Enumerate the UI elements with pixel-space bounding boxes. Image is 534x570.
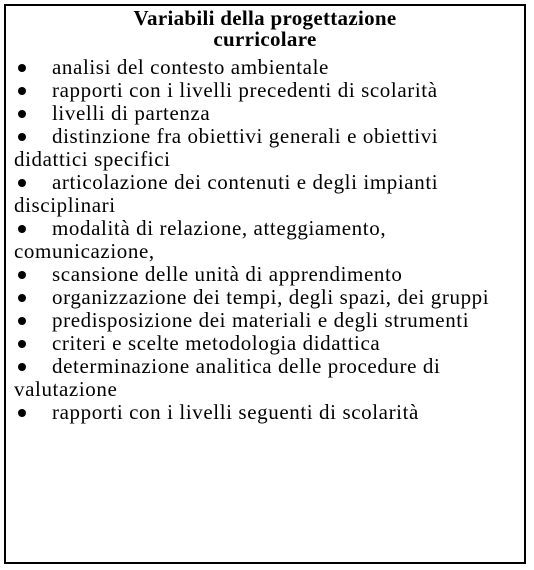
list-item: [14, 102, 516, 125]
list-item: [14, 79, 516, 102]
list-item: [14, 332, 516, 355]
item-text: modalità di relazione, atteggiamento, comunicazione,: [14, 216, 387, 263]
list-item: [14, 217, 516, 263]
title-line-2: curricolare: [213, 27, 317, 51]
item-text: organizzazione dei tempi, degli spazi, dei gruppi: [52, 285, 490, 309]
bullet-icon: [18, 363, 26, 371]
box-title: [14, 8, 516, 50]
item-text: rapporti con i livelli seguenti di scolarità: [52, 400, 419, 424]
bullet-icon: [18, 87, 26, 95]
list-item: [14, 401, 516, 424]
variables-box: [4, 4, 526, 564]
list-item: [14, 263, 516, 286]
bullet-icon: [18, 409, 26, 417]
item-text: determinazione analitica delle procedure di valutazione: [14, 354, 441, 401]
list-item: [14, 286, 516, 309]
bullet-icon: [18, 225, 26, 233]
variables-list: [14, 56, 516, 424]
item-text: distinzione fra obiettivi generali e obiettivi didattici specifici: [14, 124, 439, 171]
item-text: articolazione dei contenuti e degli impianti disciplinari: [14, 170, 439, 217]
bullet-icon: [18, 317, 26, 325]
bullet-icon: [18, 110, 26, 118]
item-text: analisi del contesto ambientale: [52, 55, 329, 79]
item-text: scansione delle unità di apprendimento: [52, 262, 403, 286]
bullet-icon: [18, 294, 26, 302]
bullet-icon: [18, 64, 26, 72]
bullet-icon: [18, 133, 26, 141]
bullet-icon: [18, 179, 26, 187]
item-text: livelli di partenza: [52, 101, 211, 125]
list-item: [14, 125, 516, 171]
list-item: [14, 309, 516, 332]
list-item: [14, 56, 516, 79]
list-item: [14, 171, 516, 217]
item-text: rapporti con i livelli precedenti di scolarità: [52, 78, 438, 102]
item-text: criteri e scelte metodologia didattica: [52, 331, 381, 355]
bullet-icon: [18, 340, 26, 348]
item-text: predisposizione dei materiali e degli strumenti: [52, 308, 470, 332]
bullet-icon: [18, 271, 26, 279]
list-item: [14, 355, 516, 401]
title-line-1: Variabili della progettazione: [133, 6, 397, 30]
